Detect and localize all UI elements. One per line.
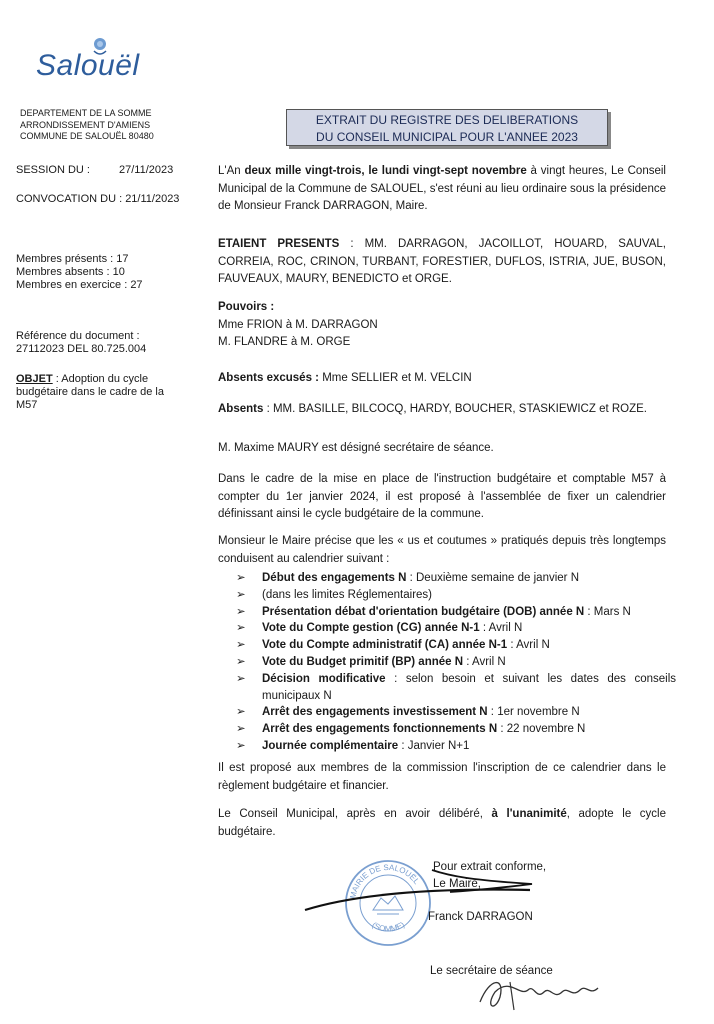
ref-label: Référence du document : xyxy=(16,330,140,342)
absents-list: : MM. BASILLE, BILCOCQ, HARDY, BOUCHER, STASKIEWICZ et ROZE. xyxy=(263,403,647,415)
box-title-line: DU CONSEIL MUNICIPAL POUR L'ANNEE 2023 xyxy=(316,130,578,144)
list-item: ➢ Arrêt des engagements fonctionnements N : 22 novembre N xyxy=(236,721,676,738)
dept-line: DEPARTEMENT DE LA SOMME xyxy=(20,108,152,118)
presents-paragraph xyxy=(218,236,666,289)
presents-list: : MM. DARRAGON, JACOILLOT, HOUARD, SAUVAL, CORREIA, ROC, CRINON, TURBANT, FORESTIER, DUFLOS, ISTRIA, JUE, BUSON, FAUVEAUX, MAURY, BENEDICTO et ORGE. xyxy=(218,238,666,285)
arrow-bullet-icon: ➢ xyxy=(236,706,246,719)
members-count xyxy=(16,253,143,292)
arrow-bullet-icon: ➢ xyxy=(236,572,246,584)
excuses-label: Absents excusés : xyxy=(218,372,319,384)
intro-text-rest: à vingt heures, Le Conseil Municipal de la Commune de SALOUEL, s'est réuni au lieu ordinaire sous la présidence de Monsieur Franck DARRAGON, Maire. xyxy=(218,165,666,212)
list-item: ➢ Arrêt des engagements investissement N : 1er novembre N xyxy=(236,704,676,721)
pouvoir-item: M. FLANDRE à M. ORGE xyxy=(218,336,351,348)
arrow-bullet-icon: ➢ xyxy=(236,639,246,652)
absents-paragraph xyxy=(218,401,666,419)
objet-text: : Adoption du cycle budgétaire dans le cadre de la M57 xyxy=(16,373,164,411)
arrow-bullet-icon: ➢ xyxy=(236,672,246,685)
list-item: ➢ Vote du Compte administratif (CA) année N-1 : Avril N xyxy=(236,637,676,654)
extract-conform-text: Pour extrait conforme, xyxy=(433,861,547,873)
decision-paragraph: Le Conseil Municipal, après en avoir délibéré, à l'unanimité, adopte le cycle budgétaire. xyxy=(218,808,666,838)
objet-label: OBJET xyxy=(16,373,53,385)
pouvoirs-label: Pouvoirs : xyxy=(218,301,275,313)
intro-paragraph xyxy=(218,163,666,216)
commune-logo xyxy=(28,35,158,95)
dept-line: ARRONDISSEMENT D'AMIENS xyxy=(20,119,151,130)
m57-paragraph: Dans le cadre de la mise en place de l'instruction budgétaire et comptable M57 à compter du 1er janvier 2024, il est proposé à l'assemblée de fixer un calendrier définissant ainsi le cycle budgétaire de la commune. xyxy=(218,473,666,520)
arrow-bullet-icon: ➢ xyxy=(236,655,246,668)
logo-text: Salouël xyxy=(36,49,140,82)
calendar-list xyxy=(236,570,676,755)
excuses-list: Mme SELLIER et M. VELCIN xyxy=(319,372,472,384)
mayor-signature-icon xyxy=(300,868,540,918)
arrow-bullet-icon: ➢ xyxy=(236,588,246,601)
pouvoir-item: Mme FRION à M. DARRAGON xyxy=(218,318,378,331)
register-title-box xyxy=(286,109,608,146)
presents-label: ETAIENT PRESENTS xyxy=(218,238,340,250)
arrow-bullet-icon: ➢ xyxy=(236,622,246,635)
convocation-info: CONVOCATION DU : 21/11/2023 xyxy=(16,193,180,205)
objet-block xyxy=(16,373,176,412)
absents-label: Absents xyxy=(218,403,264,415)
list-item: ➢ Présentation débat d'orientation budgétaire (DOB) année N : Mars N xyxy=(236,604,676,621)
mayor-label: Le Maire, xyxy=(433,878,481,890)
intro-text: L'An xyxy=(218,165,245,177)
mayor-name: Franck DARRAGON xyxy=(428,911,533,923)
secretaire-label: Le secrétaire de séance xyxy=(430,965,553,977)
members-exercice: Membres en exercice : 27 xyxy=(16,279,143,291)
commission-paragraph: Il est proposé aux membres de la commission l'inscription de ce calendrier dans le règlement budgétaire et financier. xyxy=(218,762,666,792)
list-item: ➢ Journée complémentaire : Janvier N+1 xyxy=(236,738,676,755)
arrow-bullet-icon: ➢ xyxy=(236,605,246,618)
list-item: ➢ Vote du Compte gestion (CG) année N-1 : Avril N xyxy=(236,620,676,637)
arrow-bullet-icon: ➢ xyxy=(236,723,246,736)
session-date: 27/11/2023 xyxy=(119,164,174,176)
calendar-intro-paragraph: Monsieur le Maire précise que les « us et coutumes » pratiqués depuis très longtemps conduisent au calendrier suivant : xyxy=(218,535,666,565)
ref-value: 27112023 DEL 80.725.004 xyxy=(16,343,147,355)
intro-date: deux mille vingt-trois, le lundi vingt-sept novembre xyxy=(244,165,527,177)
members-absent: Membres absents : 10 xyxy=(16,266,125,278)
svg-text:(SOMME) xyxy=(370,920,406,933)
dept-line: COMMUNE DE SALOUËL 80480 xyxy=(20,131,154,141)
excuses-paragraph xyxy=(218,370,666,388)
secretaire-paragraph: M. Maxime MAURY est désigné secrétaire de séance. xyxy=(218,442,494,454)
secretaire-signature-icon xyxy=(470,972,610,1017)
unanimity-text: à l'unanimité xyxy=(491,808,567,820)
arrow-bullet-icon: ➢ xyxy=(236,739,246,752)
session-label: SESSION DU : xyxy=(16,164,90,176)
list-item: ➢ Décision modificative : selon besoin et suivant les dates des conseils municipaux N xyxy=(236,672,676,702)
list-item: ➢ Début des engagements N : Deuxième semaine de janvier N xyxy=(236,570,676,587)
department-header xyxy=(20,108,190,143)
list-item: ➢ (dans les limites Réglementaires) xyxy=(236,587,676,604)
stamp-top-text: MAIRIE DE SALOUËL xyxy=(348,862,422,900)
box-title-line: EXTRAIT DU REGISTRE DES DELIBERATIONS xyxy=(315,113,579,127)
stamp-bottom-text: (SOMME) xyxy=(370,920,407,934)
document-reference xyxy=(16,330,196,356)
list-item: ➢ Vote du Budget primitif (BP) année N : Avril N xyxy=(236,654,676,671)
members-present: Membres présents : 17 xyxy=(16,253,129,265)
pouvoirs-block xyxy=(218,299,666,352)
session-info xyxy=(16,164,174,176)
